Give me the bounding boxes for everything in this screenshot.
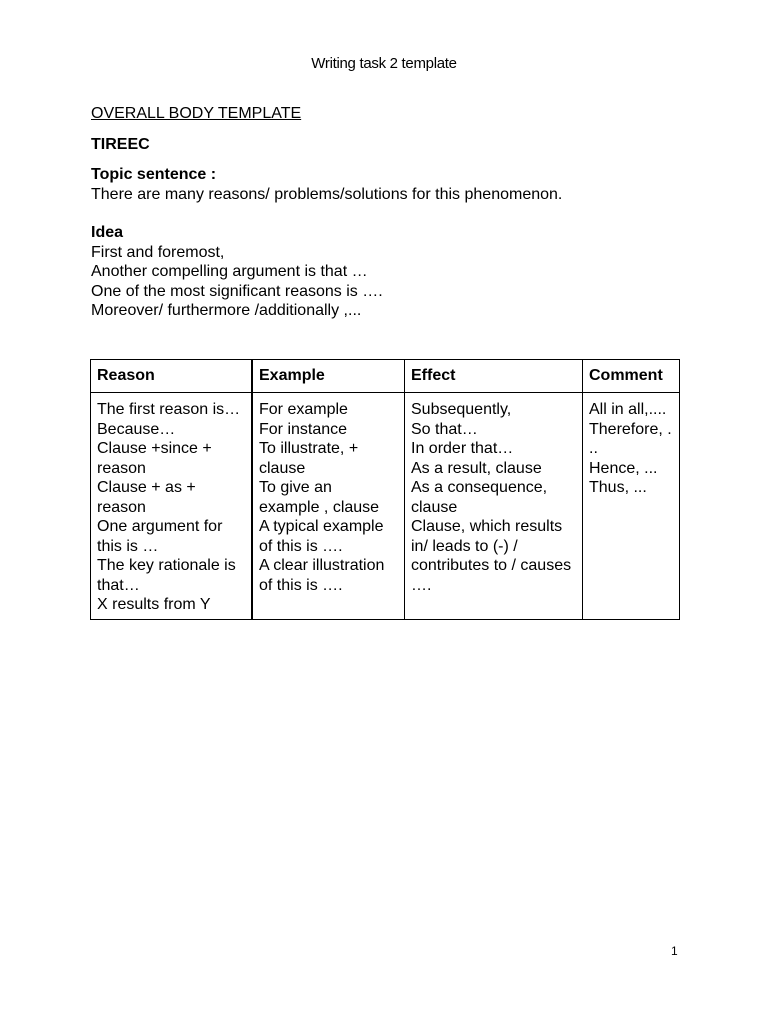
cell-line: For instance <box>259 420 348 438</box>
cell-line: of this is …. <box>259 576 343 594</box>
cell-line: As a result, clause <box>411 459 542 477</box>
document-title: Writing task 2 template <box>311 55 457 72</box>
cell-line: So that… <box>411 420 478 438</box>
document-body <box>91 104 681 321</box>
cell-line: reason <box>97 459 146 477</box>
cell-line: Because… <box>97 420 176 438</box>
section-heading: OVERALL BODY TEMPLATE <box>91 105 302 122</box>
cell-line: Subsequently, <box>411 401 512 418</box>
topic-sentence-label: Topic sentence : <box>91 166 217 183</box>
effect-cell <box>405 393 583 620</box>
cell-line: A typical example <box>259 518 384 535</box>
cell-line: Clause + as + <box>97 479 196 496</box>
tireec-table <box>90 359 680 620</box>
example-cell <box>252 393 405 620</box>
header-reason: Reason <box>91 360 253 393</box>
header-comment: Comment <box>583 360 680 393</box>
cell-line: Clause +since + <box>97 440 212 457</box>
table-header-row <box>91 360 680 393</box>
header-example: Example <box>252 360 405 393</box>
cell-line: in/ leads to (-) / <box>411 537 518 555</box>
acronym-heading: TIREEC <box>91 135 150 153</box>
reason-cell <box>91 393 253 620</box>
cell-line: clause <box>259 459 306 477</box>
cell-line: that… <box>97 576 140 594</box>
cell-line: clause <box>411 498 458 516</box>
cell-line: Thus, ... <box>589 479 647 496</box>
idea-line: Moreover/ furthermore /additionally ,... <box>91 302 362 319</box>
cell-line: In order that… <box>411 440 514 457</box>
cell-line: All in all,.... <box>589 401 667 418</box>
cell-line: The first reason is… <box>97 401 241 418</box>
table-row <box>91 393 680 620</box>
cell-line: of this is …. <box>259 537 343 555</box>
idea-line: First and foremost, <box>91 243 225 261</box>
cell-line: Hence, ... <box>589 459 658 477</box>
cell-line: The key rationale is <box>97 557 236 574</box>
comment-cell <box>583 393 680 620</box>
idea-label: Idea <box>91 224 124 241</box>
cell-line: contributes to / causes <box>411 557 572 574</box>
cell-line: X results from Y <box>97 596 211 613</box>
header-effect: Effect <box>405 360 583 393</box>
cell-line: A clear illustration <box>259 557 385 574</box>
cell-line: One argument for <box>97 518 223 535</box>
cell-line: .. <box>589 440 598 457</box>
cell-line: Therefore, . <box>589 420 672 438</box>
idea-line: Another compelling argument is that … <box>91 263 368 280</box>
idea-line: One of the most significant reasons is …. <box>91 282 383 300</box>
topic-sentence-text: There are many reasons/ problems/solutions for this phenomenon. <box>91 185 563 203</box>
cell-line: To illustrate, + <box>259 440 359 457</box>
cell-line: For example <box>259 401 348 418</box>
cell-line: reason <box>97 498 146 516</box>
page-number: 1 <box>671 944 678 958</box>
cell-line: this is … <box>97 537 159 555</box>
cell-line: example , clause <box>259 498 380 516</box>
cell-line: To give an <box>259 479 332 496</box>
cell-line: …. <box>411 576 432 594</box>
cell-line: Clause, which results <box>411 518 563 535</box>
cell-line: As a consequence, <box>411 479 548 496</box>
